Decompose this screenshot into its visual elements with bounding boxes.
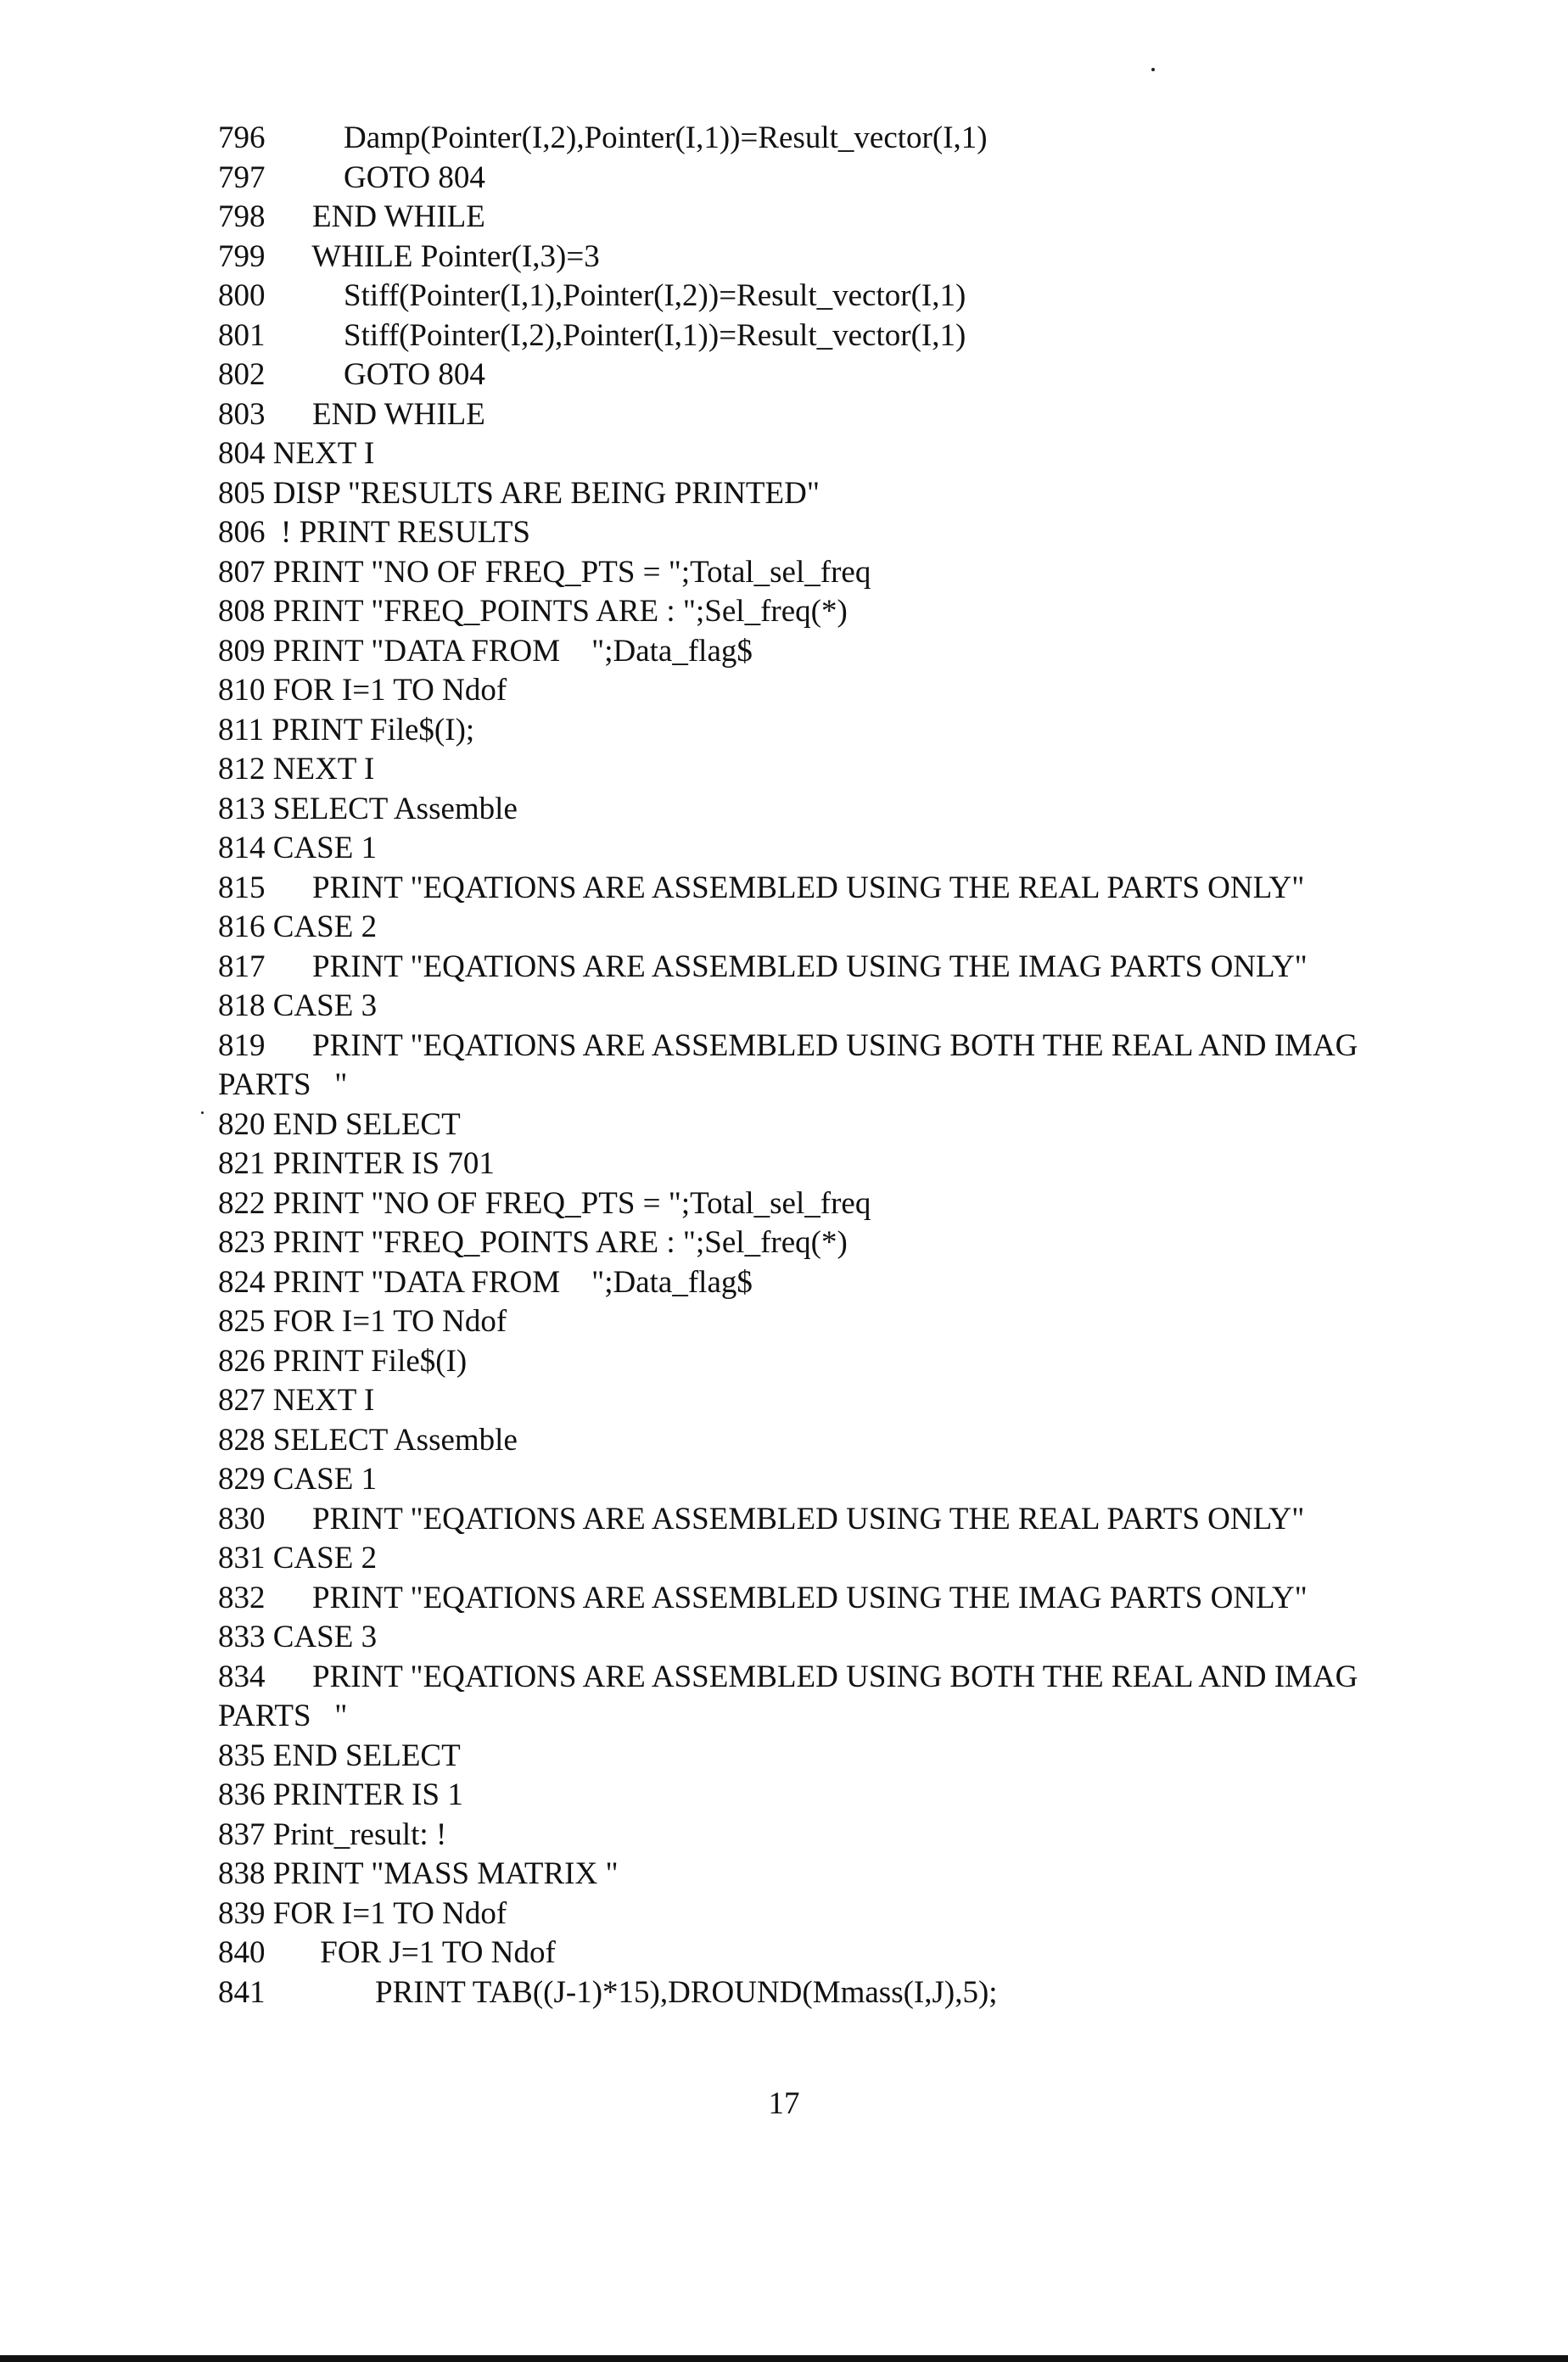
line-number: 797	[218, 160, 266, 195]
code-text: NEXT I	[272, 1383, 375, 1418]
page-number: 17	[768, 2086, 800, 2121]
indent	[266, 870, 313, 905]
line-number: 810	[218, 673, 266, 708]
code-text: PRINT "NO OF FREQ_PTS = ";Total_sel_freq	[272, 1185, 871, 1221]
indent	[264, 713, 272, 747]
code-text: PRINTER IS 701	[272, 1146, 495, 1181]
indent	[266, 1777, 273, 1812]
code-text: FOR I=1 TO Ndof	[272, 1304, 507, 1339]
line-number: 840	[218, 1935, 266, 1970]
indent	[266, 1502, 313, 1536]
indent	[266, 594, 273, 629]
line-number: 811	[218, 712, 265, 747]
code-text: DISP "RESULTS ARE BEING PRINTED"	[272, 475, 820, 511]
indent	[266, 1738, 273, 1773]
indent	[266, 318, 344, 353]
indent	[266, 1975, 376, 2010]
code-text: END WHILE	[312, 199, 485, 234]
indent	[266, 752, 273, 786]
line-number: 808	[218, 594, 266, 629]
line-number: 803	[218, 396, 266, 432]
indent	[266, 436, 273, 471]
indent	[266, 1541, 273, 1576]
line-number: 827	[218, 1383, 266, 1418]
code-line	[218, 1618, 1525, 1658]
line-number: 801	[218, 317, 266, 353]
line-number: 826	[218, 1343, 266, 1379]
code-text: PRINT TAB((J-1)*15),DROUND(Mmass(I,J),5);	[375, 1974, 998, 2010]
code-line	[218, 1105, 1525, 1145]
indent	[266, 1344, 273, 1379]
code-line	[218, 1539, 1525, 1579]
line-number: 806	[218, 515, 266, 550]
code-line	[218, 277, 1525, 316]
indent	[266, 1028, 313, 1063]
code-text: CASE 3	[272, 1620, 378, 1654]
code-text: PRINT "EQATIONS ARE ASSEMBLED USING BOTH THE REAL AND IMAG	[312, 1659, 1358, 1694]
code-line	[218, 711, 1525, 751]
line-number: 838	[218, 1856, 266, 1891]
code-text: PRINT "MASS MATRIX "	[272, 1856, 619, 1891]
line-number: 822	[218, 1185, 266, 1221]
code-line	[218, 1776, 1525, 1816]
line-number: 836	[218, 1777, 266, 1812]
indent	[266, 515, 282, 550]
line-number: 813	[218, 791, 266, 826]
line-number: 841	[218, 1974, 266, 2010]
line-number: 828	[218, 1422, 266, 1458]
code-line	[218, 1460, 1525, 1500]
line-number: 814	[218, 831, 266, 865]
code-line	[218, 316, 1525, 356]
indent	[266, 1856, 273, 1891]
indent	[266, 1186, 273, 1221]
indent	[266, 988, 273, 1023]
code-line	[218, 1381, 1525, 1421]
code-text: END WHILE	[312, 396, 485, 432]
code-text: CASE 2	[272, 1541, 378, 1576]
code-text: PRINT "FREQ_POINTS ARE : ";Sel_freq(*)	[272, 1225, 848, 1260]
code-text: FOR J=1 TO Ndof	[320, 1935, 556, 1970]
indent	[266, 239, 312, 274]
code-text: SELECT Assemble	[272, 1422, 518, 1458]
code-line	[218, 198, 1525, 238]
code-text: PRINT "DATA FROM ";Data_flag$	[272, 1264, 753, 1300]
code-text: PARTS "	[218, 1699, 348, 1733]
code-line	[218, 908, 1525, 948]
code-text: CASE 3	[272, 988, 378, 1023]
indent	[266, 1660, 313, 1694]
code-line	[218, 1184, 1525, 1224]
code-line	[218, 513, 1525, 553]
indent	[266, 1462, 273, 1497]
indent	[266, 397, 313, 432]
line-number: 804	[218, 436, 266, 471]
code-text: FOR I=1 TO Ndof	[272, 673, 507, 708]
indent	[266, 831, 273, 865]
line-number: 834	[218, 1659, 266, 1694]
indent	[266, 1107, 273, 1142]
line-number: 815	[218, 870, 266, 905]
line-number: 825	[218, 1304, 266, 1339]
code-text: PRINT "EQATIONS ARE ASSEMBLED USING BOTH THE REAL AND IMAG	[312, 1027, 1358, 1063]
code-text: NEXT I	[272, 436, 375, 471]
code-line	[218, 1855, 1525, 1895]
indent	[266, 1620, 273, 1654]
code-text: PRINTER IS 1	[272, 1777, 463, 1812]
line-number: 823	[218, 1225, 266, 1260]
line-number: 819	[218, 1027, 266, 1063]
code-line	[218, 434, 1525, 474]
line-number: 824	[218, 1264, 266, 1300]
line-number: 837	[218, 1816, 266, 1852]
indent	[266, 1225, 273, 1260]
indent	[266, 1304, 273, 1339]
line-number: 839	[218, 1895, 266, 1931]
code-text: Stiff(Pointer(I,1),Pointer(I,2))=Result_vector(I,1)	[344, 278, 966, 313]
line-number: 800	[218, 278, 266, 313]
code-line	[218, 1027, 1525, 1066]
code-line-continuation	[218, 1697, 1525, 1737]
code-line	[218, 159, 1525, 199]
code-text: NEXT I	[272, 752, 375, 786]
line-number: 809	[218, 633, 266, 669]
line-number: 812	[218, 752, 266, 786]
indent	[266, 160, 344, 195]
code-line	[218, 1500, 1525, 1540]
indent	[266, 278, 344, 313]
code-text: PARTS "	[218, 1067, 348, 1102]
code-text: FOR I=1 TO Ndof	[272, 1895, 507, 1931]
code-line	[218, 790, 1525, 830]
line-number: 832	[218, 1580, 266, 1615]
line-number: 829	[218, 1462, 266, 1497]
code-line	[218, 1421, 1525, 1461]
line-number: 833	[218, 1620, 266, 1654]
indent	[266, 673, 273, 708]
code-text: PRINT File$(I)	[272, 1343, 468, 1379]
code-text: CASE 1	[272, 1462, 378, 1497]
code-text: PRINT "DATA FROM ";Data_flag$	[272, 633, 753, 669]
code-text: PRINT "FREQ_POINTS ARE : ";Sel_freq(*)	[272, 594, 848, 629]
code-text: CASE 1	[272, 831, 378, 865]
code-line	[218, 987, 1525, 1027]
code-text: ! PRINT RESULTS	[281, 515, 531, 550]
code-line	[218, 553, 1525, 593]
indent	[266, 910, 273, 944]
code-line	[218, 119, 1525, 159]
code-line	[218, 632, 1525, 672]
code-line	[218, 1302, 1525, 1342]
indent	[266, 120, 344, 155]
code-line	[218, 474, 1525, 514]
code-line	[218, 750, 1525, 790]
indent	[266, 1817, 273, 1852]
indent	[266, 476, 273, 511]
indent	[266, 555, 273, 590]
indent	[266, 199, 313, 234]
code-line	[218, 1934, 1525, 1973]
line-number: 805	[218, 475, 266, 511]
code-line	[218, 1342, 1525, 1382]
indent	[266, 357, 344, 392]
indent	[266, 634, 273, 669]
indent	[266, 1265, 273, 1300]
code-line	[218, 671, 1525, 711]
indent	[266, 1581, 313, 1615]
line-number: 821	[218, 1146, 266, 1181]
code-line	[218, 1263, 1525, 1303]
code-line	[218, 238, 1525, 277]
line-number: 818	[218, 988, 266, 1023]
code-line	[218, 1145, 1525, 1184]
indent	[266, 1146, 273, 1181]
line-number: 799	[218, 238, 266, 274]
code-line	[218, 1658, 1525, 1698]
indent	[266, 1423, 273, 1458]
indent	[266, 949, 313, 984]
code-text: PRINT "EQATIONS ARE ASSEMBLED USING THE IMAG PARTS ONLY"	[312, 1580, 1308, 1615]
indent	[266, 1896, 273, 1931]
indent	[266, 792, 273, 826]
code-text: PRINT "NO OF FREQ_PTS = ";Total_sel_freq	[272, 554, 871, 590]
line-number: 798	[218, 199, 266, 234]
code-line	[218, 1973, 1525, 2013]
scan-edge-rule	[0, 2355, 1568, 2362]
code-text: PRINT File$(I);	[272, 712, 475, 747]
code-line	[218, 1895, 1525, 1934]
code-text: Print_result: !	[272, 1816, 447, 1852]
code-line	[218, 1223, 1525, 1263]
indent	[266, 1935, 321, 1970]
code-line	[218, 1816, 1525, 1855]
code-text: PRINT "EQATIONS ARE ASSEMBLED USING THE REAL PARTS ONLY"	[312, 1501, 1305, 1536]
code-text: GOTO 804	[344, 160, 485, 195]
code-line	[218, 355, 1525, 395]
code-text: PRINT "EQATIONS ARE ASSEMBLED USING THE REAL PARTS ONLY"	[312, 870, 1305, 905]
line-number: 816	[218, 910, 266, 944]
line-number: 807	[218, 554, 266, 590]
code-text: WHILE Pointer(I,3)=3	[311, 238, 600, 274]
code-text: Stiff(Pointer(I,2),Pointer(I,1))=Result_vector(I,1)	[344, 317, 966, 353]
code-line	[218, 395, 1525, 435]
line-number: 796	[218, 120, 266, 155]
code-line	[218, 1737, 1525, 1777]
line-number: 830	[218, 1501, 266, 1536]
code-text: GOTO 804	[344, 357, 485, 392]
scan-speck	[201, 1111, 204, 1114]
line-number: 831	[218, 1541, 266, 1576]
scan-speck	[1151, 68, 1155, 71]
line-number: 820	[218, 1106, 266, 1142]
line-number: 817	[218, 949, 266, 984]
code-line-continuation	[218, 1066, 1525, 1105]
code-line	[218, 829, 1525, 869]
code-text: SELECT Assemble	[272, 791, 518, 826]
code-text: END SELECT	[272, 1738, 461, 1773]
code-text: END SELECT	[272, 1106, 461, 1142]
code-line	[218, 948, 1525, 988]
code-line	[218, 592, 1525, 632]
code-listing	[218, 119, 1525, 2012]
code-text: Damp(Pointer(I,2),Pointer(I,1))=Result_vector(I,1)	[344, 120, 988, 155]
code-text: PRINT "EQATIONS ARE ASSEMBLED USING THE IMAG PARTS ONLY"	[312, 949, 1308, 984]
code-line	[218, 1579, 1525, 1619]
indent	[266, 1383, 273, 1418]
code-line	[218, 869, 1525, 909]
code-text: CASE 2	[272, 910, 378, 944]
line-number: 802	[218, 357, 266, 392]
line-number: 835	[218, 1738, 266, 1773]
